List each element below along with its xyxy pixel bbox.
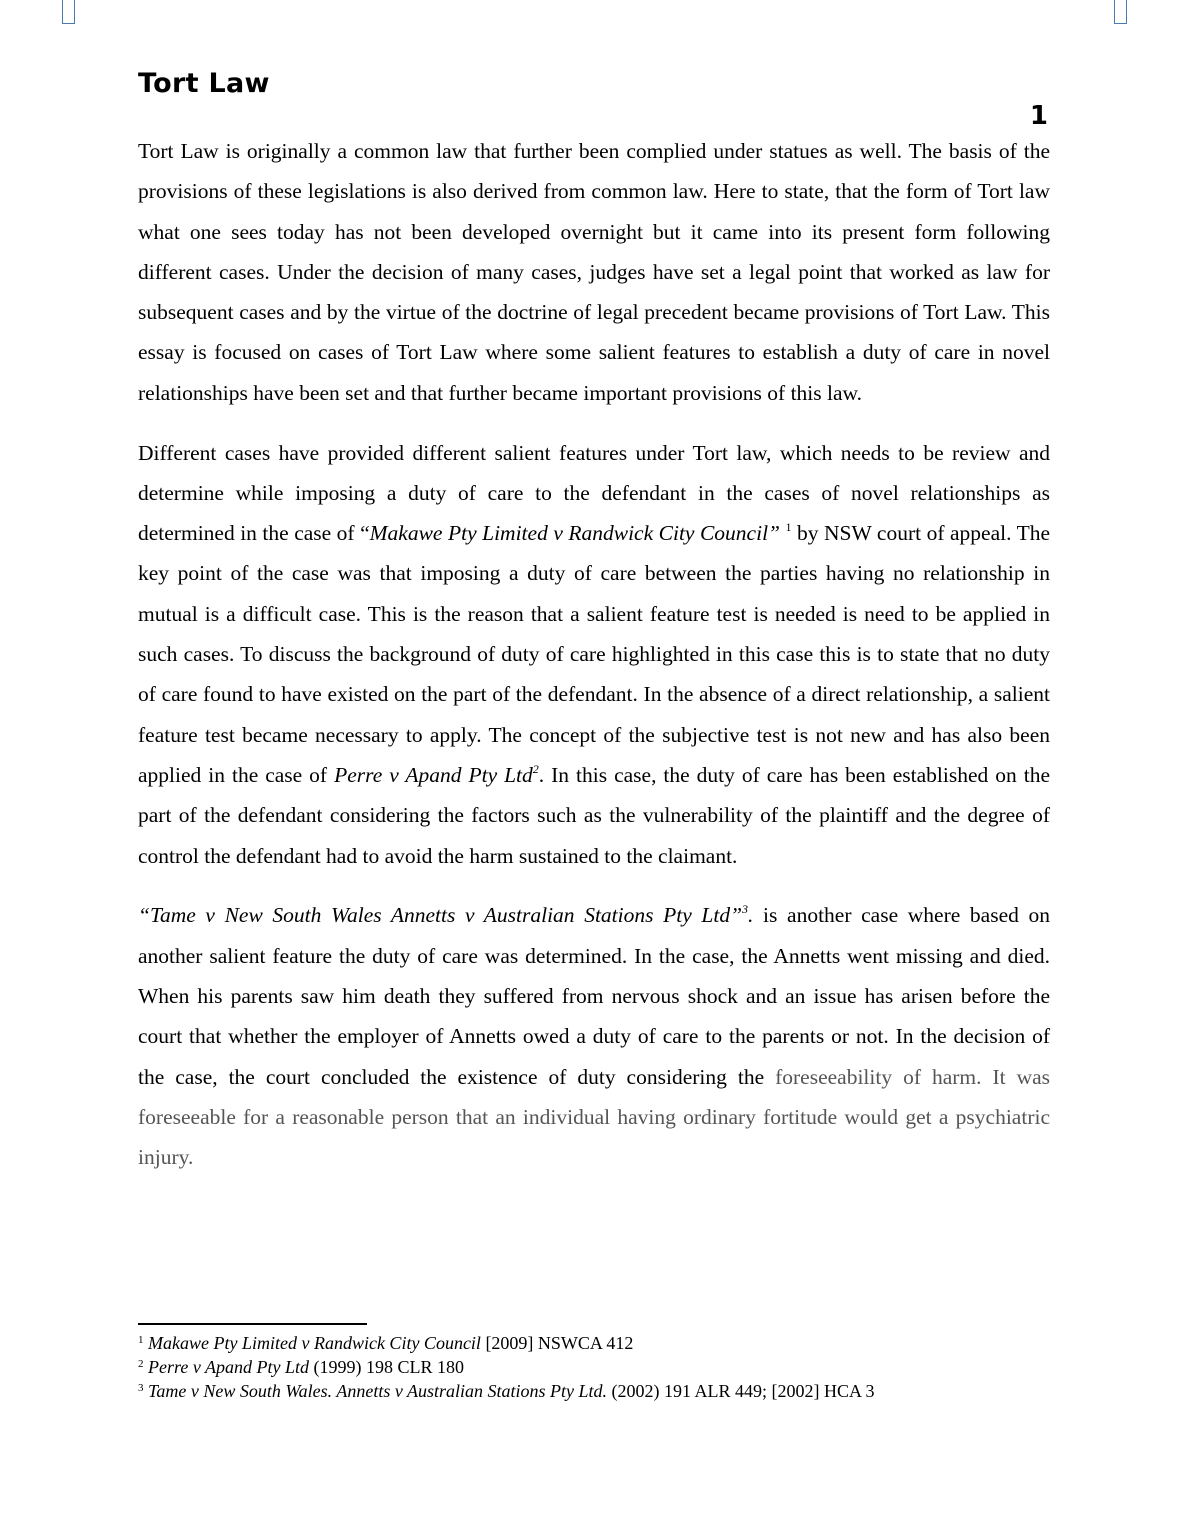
document-body	[138, 131, 1050, 1197]
footnote-case: Perre v Apand Pty Ltd	[148, 1357, 309, 1377]
footnote-ref[interactable]: 2	[532, 761, 539, 776]
footnote-citation: (2002) 191 ALR 449; [2002] HCA 3	[607, 1381, 875, 1401]
paragraph-text: is another case where based on another salient feature the duty of care was determined. In the case, the Annetts went missing and died. When his parents saw him death they suffered from nervous shock and an issue has arisen before the court that whether the employer of Annetts owed a duty of care to the parents or not. In the decision of the case, the court concluded the existence of duty considering the	[138, 903, 1051, 1089]
footnote-2	[138, 1355, 1050, 1379]
footnotes	[138, 1331, 1050, 1403]
footnote-number: 3	[138, 1382, 144, 1394]
document-title: Tort Law	[138, 68, 270, 99]
footnote-number: 1	[138, 1334, 144, 1346]
paragraph-text-faded: foreseeability of harm. It was foreseeable for a reasonable person that an individual having ordinary fortitude would get a psychiatric injury.	[138, 1064, 1051, 1170]
case-name: “Tame v New South Wales Annetts v Australian Stations Pty Ltd”	[138, 903, 743, 928]
case-name-punctuation: .	[748, 903, 754, 928]
footnote-case: Tame v New South Wales. Annetts v Australian Stations Pty Ltd.	[148, 1381, 608, 1401]
footnote-1	[138, 1331, 1050, 1355]
paragraph-intro: Tort Law is originally a common law that further been complied under statues as well. The basis of the provisions of these legislations is also derived from common law. Here to state, that the form of Tort law what one sees today has not been developed overnight but it came into its present form following different cases. Under the decision of many cases, judges have set a legal point that worked as law for subsequent cases and by the virtue of the doctrine of legal precedent became provisions of Tort Law. This essay is focused on cases of Tort Law where some salient features to establish a duty of care in novel relationships have been set and that further became important provisions of this law.	[138, 139, 1050, 405]
footnote-number: 2	[138, 1358, 144, 1370]
paragraph-text: . In this case, the duty of care has been established on the part of the defendant considering the factors such as the vulnerability of the plaintiff and the degree of control the defendant had to avoid the harm sustained to the claimant.	[138, 762, 1050, 868]
paragraph-makawe	[138, 433, 1050, 876]
footnote-separator	[138, 1323, 367, 1325]
case-name: Perre v Apand Pty Ltd	[334, 762, 533, 787]
paragraph-text: by NSW court of appeal. The key point of the case was that imposing a duty of care between the parties having no relationship in mutual is a difficult case. This is the reason that a salient feature test is needed is need to be applied in such cases. To discuss the background of duty of care highlighted in this case this is to state that no duty of care found to have existed on the part of the defendant. In the absence of a direct relationship, a salient feature test became necessary to apply. The concept of the subjective test is not new and has also been applied in the case of	[138, 521, 1050, 787]
case-name: Makawe Pty Limited v Randwick City Council”	[369, 521, 781, 546]
footnote-ref[interactable]: 1	[785, 520, 792, 535]
footnote-ref[interactable]: 3	[742, 902, 749, 917]
page-corner-mark-left	[62, 0, 75, 24]
paragraph-text: Different cases have provided different salient features under Tort law, which needs to be review and determine while imposing a duty of care to the defendant in the cases of novel relationships as determined in the case of “	[138, 440, 1050, 546]
footnote-citation: [2009] NSWCA 412	[480, 1333, 634, 1353]
footnote-3	[138, 1379, 1050, 1403]
footnote-citation: (1999) 198 CLR 180	[308, 1357, 464, 1377]
paragraph-tame	[138, 895, 1050, 1177]
footnote-case: Makawe Pty Limited v Randwick City Council	[148, 1333, 481, 1353]
page-number: 1	[1029, 101, 1048, 131]
page-corner-mark-right	[1114, 0, 1127, 24]
